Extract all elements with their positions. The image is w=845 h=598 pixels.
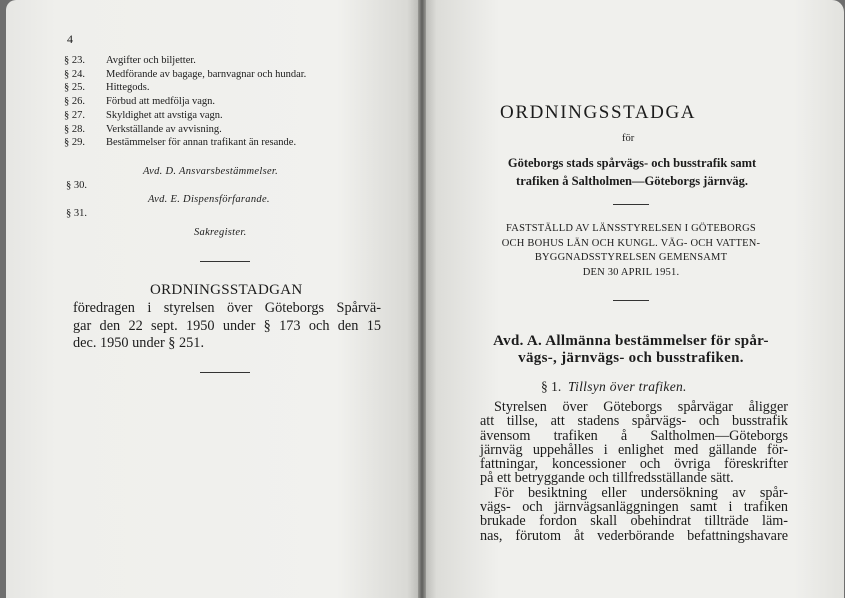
section-1-body: Styrelsen över Göteborgs spårvägar åligger att tillse, att stadens spårvägs- och busstrafik ävensom trafiken å Saltholmen—Göteborgs järnväg uppehålles i enlighet med gällande för- fattningar, koncessioner och övriga föreskrifter på ett betryggande och tillfredsställande sätt. För besiktning eller undersökning av spår- vägs- och järnvägsanläggningen samt i trafiken brukade fordon skall obehindrat tillträde läm- nas, förutom åt vederbörande befattningshavare [480, 399, 788, 544]
divider-rule [200, 261, 250, 262]
toc-item: § 23. Avgifter och biljetter. [64, 55, 196, 66]
toc-item: § 28. Verkställande av avvisning. [64, 123, 222, 135]
approval-notice: FASTSTÄLLD AV LÄNSSTYRELSEN I GÖTEBORGS OCH BOHUS LÄN OCH KUNGL. VÄG- OCH VATTEN- BYGGNADSSTYRELSEN GEMENSAMT DEN 30 APRIL 1951. [501, 223, 761, 278]
book-gutter [418, 0, 426, 598]
avd-e-heading: Avd. E. Dispensförfarande. [148, 194, 270, 205]
ordningsstadgan-heading: ORDNINGSSTADGAN [150, 282, 303, 298]
section-1-heading: § 1. Tillsyn över trafiken. [541, 379, 687, 394]
divider-rule [613, 204, 649, 205]
divider-rule [613, 300, 649, 301]
avd-d-heading: Avd. D. Ansvarsbestämmelser. [143, 166, 279, 177]
title-for: för [622, 133, 635, 144]
adoption-paragraph: föredragen i styrelsen över Göteborgs Spårvä- gar den 22 sept. 1950 under § 173 och den 15 dec. 1950 under § 251. [73, 300, 381, 351]
avd-a-heading: Avd. A. Allmänna bestämmelser för spår- vägs-, järnvägs- och busstrafiken. [493, 333, 769, 366]
section-31: § 31. [66, 208, 87, 219]
toc-item: § 26. Förbud att medfölja vagn. [64, 96, 216, 108]
sakregister-heading: Sakregister. [194, 227, 247, 238]
toc-item: § 29. Bestämmelser för annan trafikant än resande. [64, 137, 297, 149]
document-subtitle: Göteborgs stads spårvägs- och busstrafik samt trafiken å Saltholmen—Göteborgs järnväg. [507, 156, 757, 188]
table-of-contents [64, 54, 306, 150]
divider-rule [200, 372, 250, 373]
toc-item: § 25. Hittegods. [64, 82, 150, 94]
toc-item: § 24. Medförande av bagage, barnvagnar och hundar. [64, 68, 307, 80]
document-title: ORDNINGSSTADGA [500, 102, 697, 123]
toc-item: § 27. Skyldighet att avstiga vagn. [64, 109, 223, 121]
page-number: 4 [67, 32, 73, 46]
section-30: § 30. [66, 180, 87, 191]
